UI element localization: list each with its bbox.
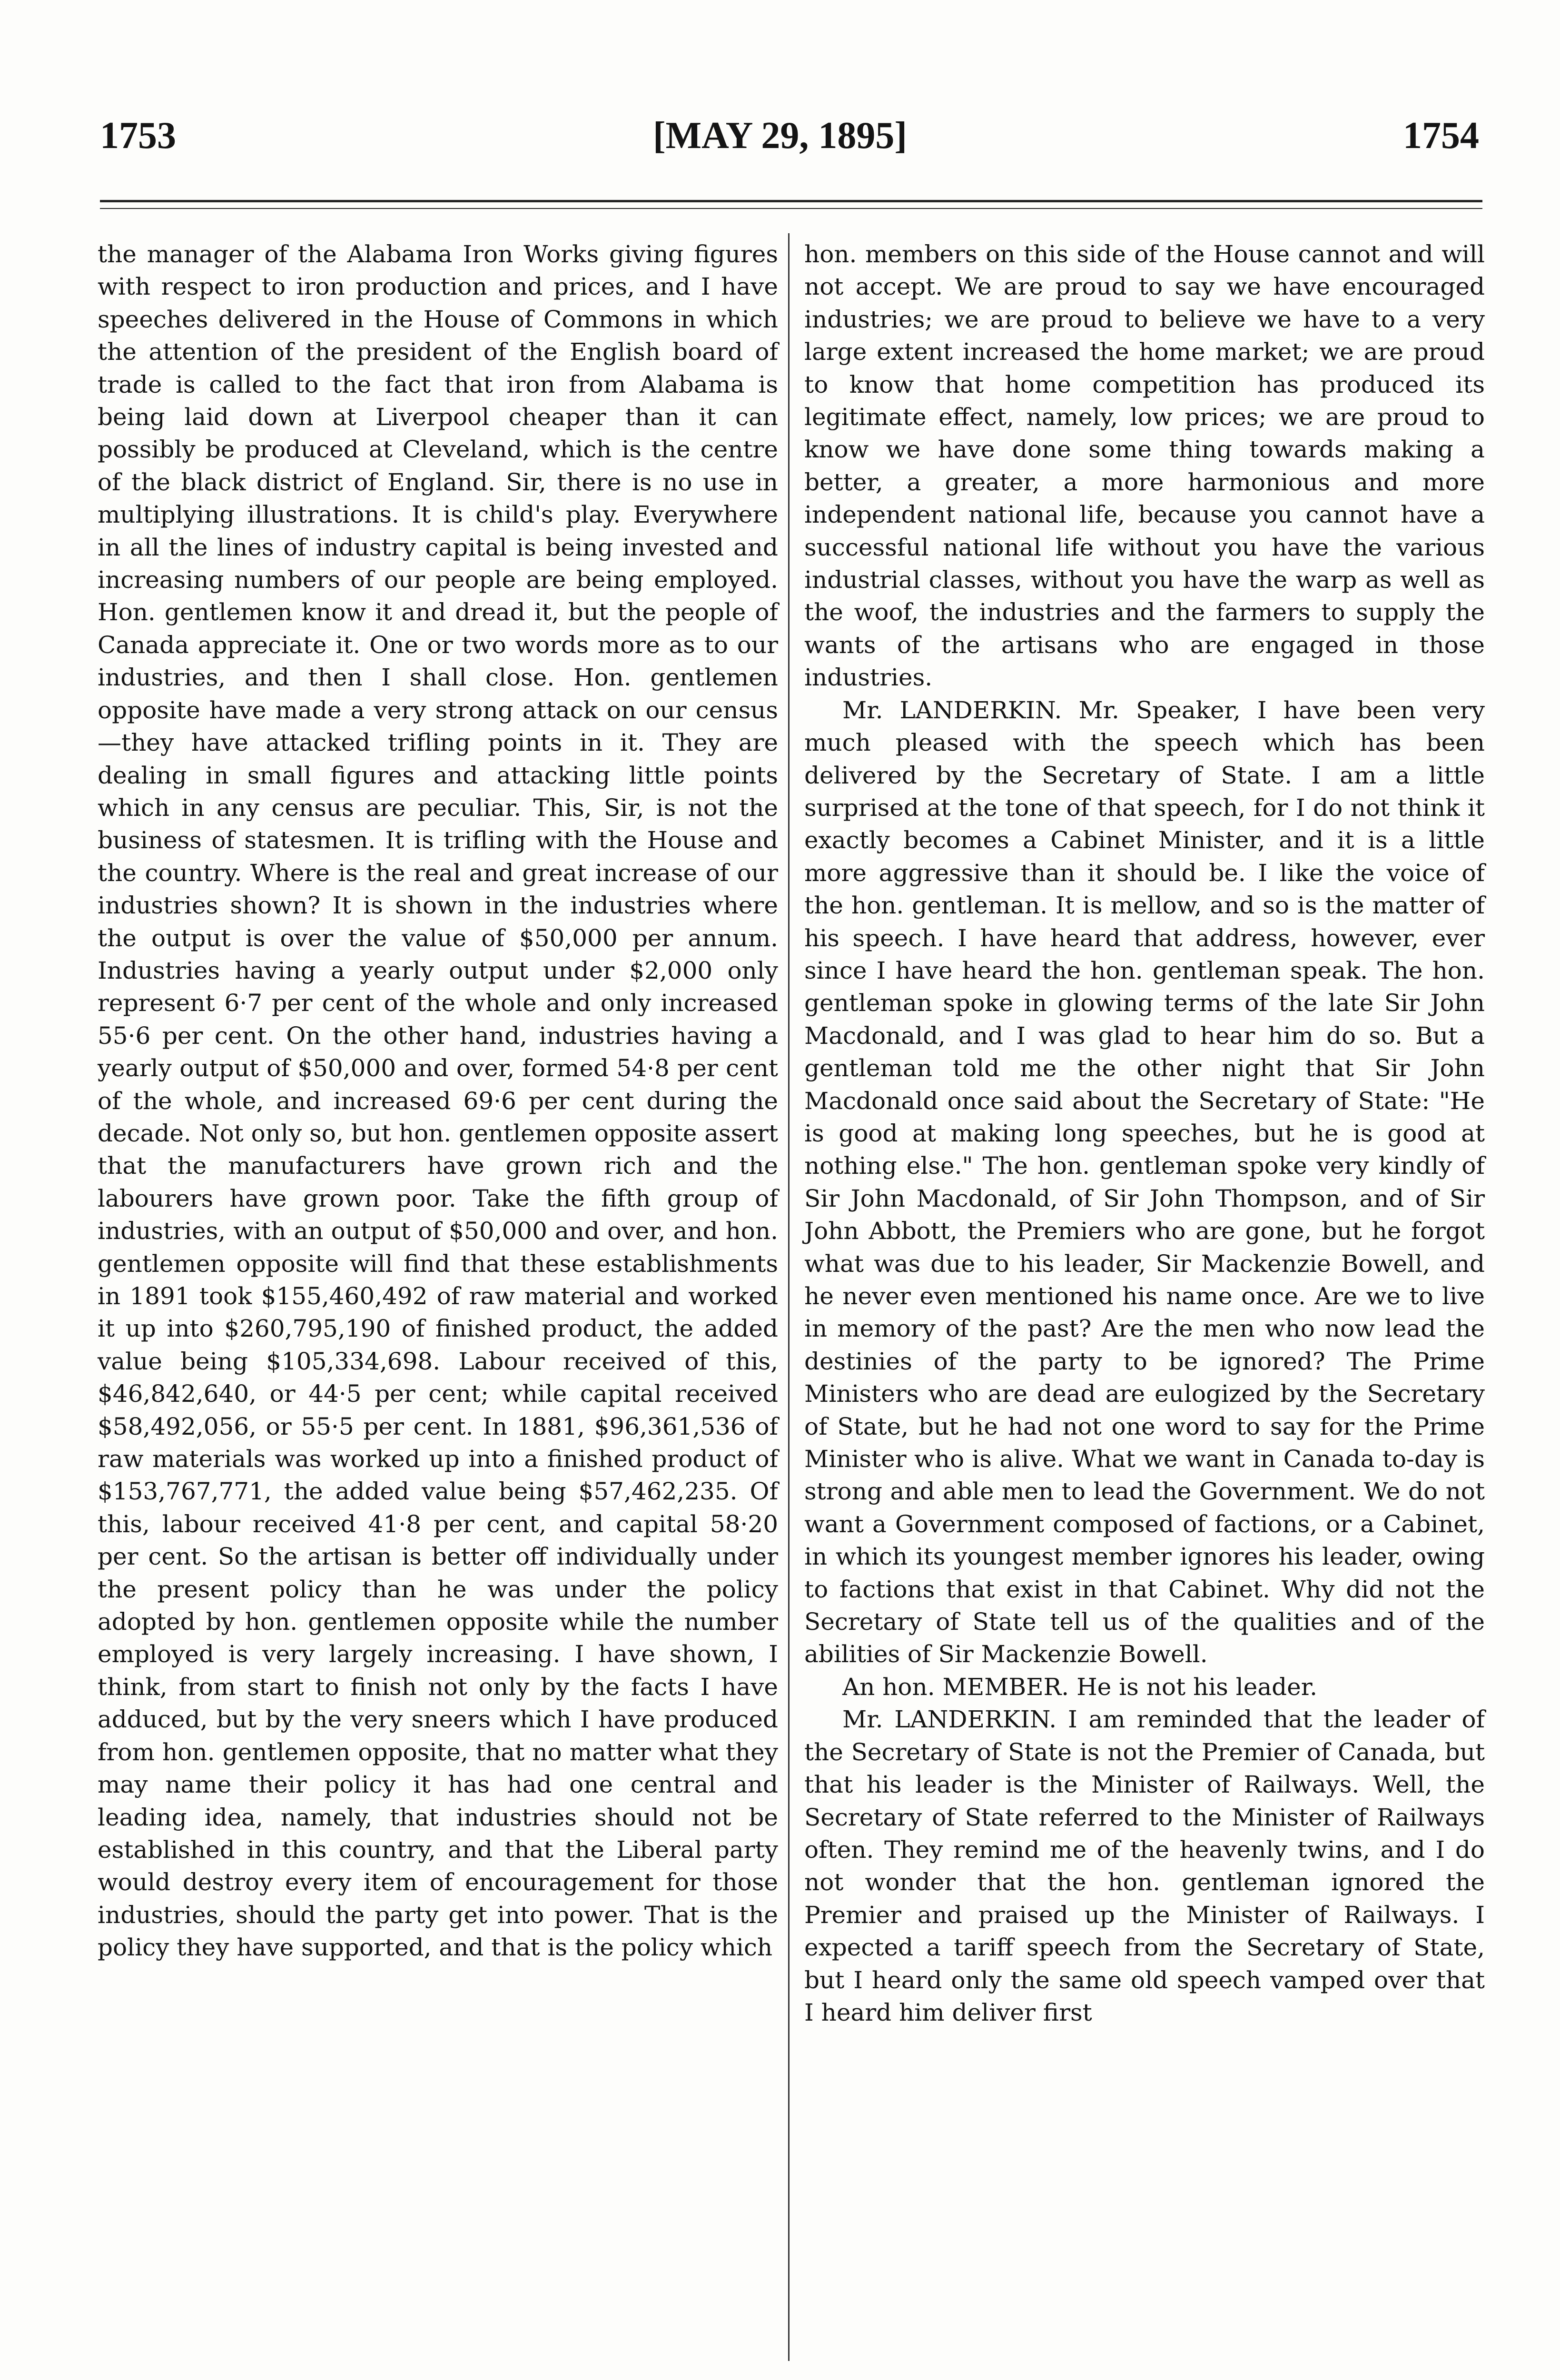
left-page-number: 1753: [100, 115, 176, 157]
page-date: [MAY 29, 1895]: [652, 115, 908, 157]
right-page-number: 1754: [1403, 115, 1479, 157]
right-paragraph: hon. members on this side of the House cannot and will not accept. We are proud to say we have encouraged industries; we are proud to believe we have to a very large extent increased the home market; we are proud to know that home competition has produced its legitimate effect, namely, low prices; we are proud to know we have done some thing towards making a better, a greater, a more harmonious and more independent national life, because you cannot have a successful national life without you have the various industrial classes, without you have the warp as well as the woof, the industries and the farmers to supply the wants of the artisans who are engaged in those industries.: [804, 240, 1485, 692]
left-paragraph: the manager of the Alabama Iron Works giving figures with respect to iron production and prices, and I have speeches delivered in the House of Commons in which the attention of the president of the English board of trade is called to the fact that iron from Alabama is being laid down at Liverpool cheaper than it can possibly be produced at Cleveland, which is the centre of the black district of England. Sir, there is no use in multiplying illustrations. It is child's play. Everywhere in all the lines of industry capital is being invested and increasing numbers of our people are being employed. Hon. gentlemen know it and dread it, but the people of Canada appreciate it. One or two words more as to our industries, and then I shall close. Hon. gentlemen opposite have made a very strong attack on our census—they have attacked trifling points in it. They are dealing in small figures and attacking little points which in any census are peculiar. This, Sir, is not the business of statesmen. It is trifling with the House and the country. Where is the real and great increase of our industries shown? It is shown in the industries where the output is over the value of $50,000 per annum. Industries having a yearly output under $2,000 only represent 6·7 per cent of the whole and only increased 55·6 per cent. On the other hand, industries having a yearly output of $50,000 and over, formed 54·8 per cent of the whole, and increased 69·6 per cent during the decade. Not only so, but hon. gentlemen opposite assert that the manufacturers have grown rich and the labourers have grown poor. Take the fifth group of industries, with an output of $50,000 and over, and hon. gentlemen opposite will find that these establishments in 1891 took $155,460,492 of raw material and worked it up into $260,795,190 of finished product, the added value being $105,334,698. Labour received of this, $46,842,640, or 44·5 per cent; while capital received $58,492,056, or 55·5 per cent. In 1881, $96,361,536 of raw materials was worked up into a finished product of $153,767,771, the added value being $57,462,235. Of this, labour received 41·8 per cent, and capital 58·20 per cent. So the artisan is better off individually under the present policy than he was under the policy adopted by hon. gentlemen opposite while the number employed is very largely increasing. I have shown, I think, from start to finish not only by the facts I have adduced, but by the very sneers which I have produced from hon. gentlemen opposite, that no matter what they may name their policy it has had one central and leading idea, namely, that industries should not be established in this country, and that the Liberal party would destroy every item of encouragement for those industries, should the party get into power. That is the policy they have supported, and that is the policy which: [98, 240, 778, 1962]
page-header: [0, 114, 1560, 171]
column-divider: [788, 233, 790, 2361]
header-rule-thick: [100, 200, 1482, 202]
right-paragraph: Mr. LANDERKIN. Mr. Speaker, I have been very much pleased with the speech which has been delivered by the Secretary of State. I am a little surprised at the tone of that speech, for I do not think it exactly becomes a Cabinet Minister, and it is a little more aggressive than it should be. I like the voice of the hon. gentleman. It is mellow, and so is the matter of his speech. I have heard that address, however, ever since I have heard the hon. gentleman speak. The hon. gentleman spoke in glowing terms of the late Sir John Macdonald, and I was glad to hear him do so. But a gentleman told me the other night that Sir John Macdonald once said about the Secretary of State: "He is good at making long speeches, but he is good at nothing else." The hon. gentleman spoke very kindly of Sir John Macdonald, of Sir John Thompson, and of Sir John Abbott, the Premiers who are gone, but he forgot what was due to his leader, Sir Mackenzie Bowell, and he never even mentioned his name once. Are we to live in memory of the past? Are the men who now lead the destinies of the party to be ignored? The Prime Ministers who are dead are eulogized by the Secretary of State, but he had not one word to say for the Prime Minister who is alive. What we want in Canada to-day is strong and able men to lead the Government. We do not want a Government composed of factions, or a Cabinet, in which its youngest member ignores his leader, owing to factions that exist in that Cabinet. Why did not the Secretary of State tell us of the qualities and of the abilities of Sir Mackenzie Bowell.: [804, 696, 1485, 1668]
right-paragraph: An hon. MEMBER. He is not his leader.: [842, 1673, 1318, 1701]
right-paragraph: Mr. LANDERKIN. I am reminded that the leader of the Secretary of State is not the Premier of Canada, but that his leader is the Minister of Railways. Well, the Secretary of State referred to the Minister of Railways often. They remind me of the heavenly twins, and I do not wonder that the hon. gentleman ignored the Premier and praised up the Minister of Railways. I expected a tariff speech from the Secretary of State, but I heard only the same old speech vamped over that I heard him deliver first: [804, 1706, 1485, 2026]
right-column: [804, 238, 1485, 2029]
left-column: [98, 238, 778, 1964]
header-rule-thin: [100, 208, 1482, 209]
